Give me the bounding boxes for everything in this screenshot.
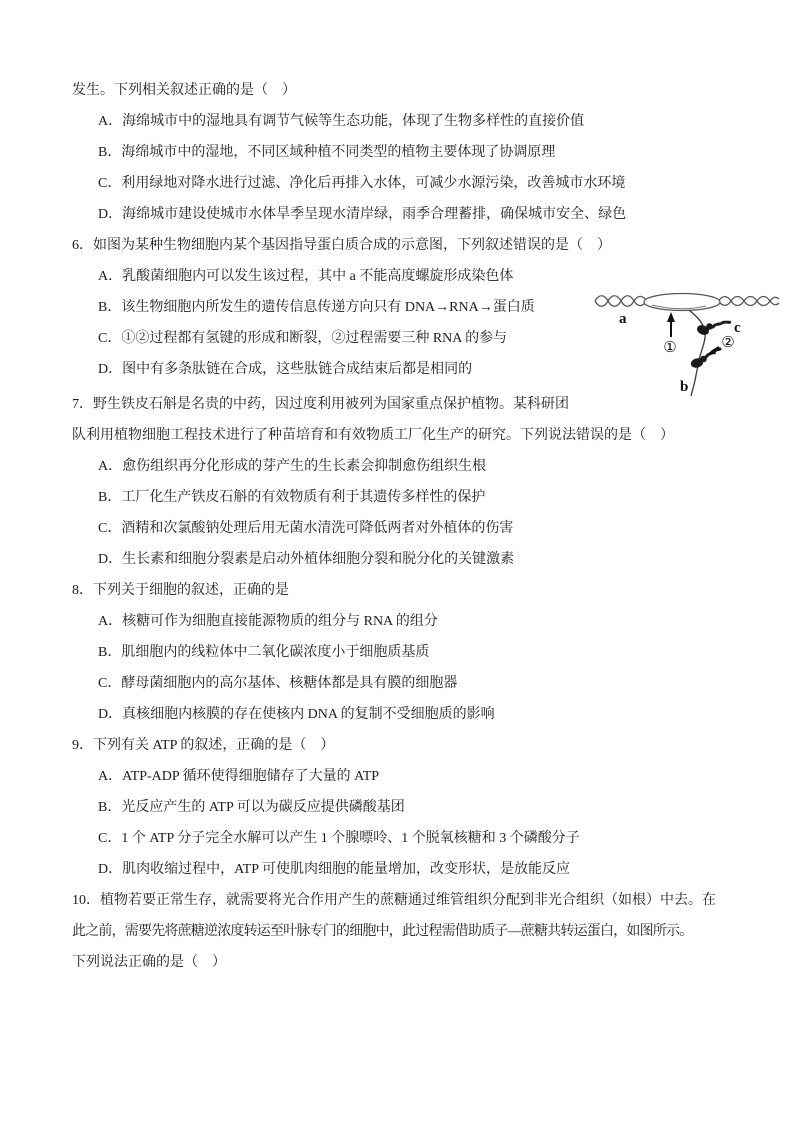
q10-stem-line-1: 10．植物若要正常生存，就需要将光合作用产生的蔗糖通过维管组织分配到非光合组织（如根）中去。在 bbox=[72, 893, 716, 908]
q6-option-c: C．①②过程都有氢键的形成和断裂，②过程需要三种 RNA 的参与 bbox=[98, 331, 508, 346]
q7-option-c: C．酒精和次氯酸钠处理后用无菌水清洗可降低两者对外植体的伤害 bbox=[98, 521, 514, 536]
transcription-arrow bbox=[667, 312, 675, 337]
q7-stem-line-2: 队利用植物细胞工程技术进行了种苗培育和有效物质工厂化生产的研究。下列说法错误的是（ ） bbox=[72, 428, 674, 443]
step-2-label: ② bbox=[721, 333, 735, 351]
step-1-label: ① bbox=[663, 338, 677, 356]
q8-option-d: D．真核细胞内核膜的存在使核内 DNA 的复制不受细胞质的影响 bbox=[98, 707, 495, 722]
q8-option-c: C．酵母菌细胞内的高尔基体、核糖体都是具有膜的细胞器 bbox=[98, 676, 458, 691]
q9-option-c: C．1 个 ATP 分子完全水解可以产生 1 个腺嘌呤、1 个脱氧核糖和 3 个磷酸分子 bbox=[98, 831, 580, 846]
q10-stem-line-2: 此之前，需要先将蔗糖逆浓度转运至叶脉专门的细胞中，此过程需借助质子—蔗糖共转运蛋白，如图所示。 bbox=[72, 924, 693, 939]
q5-option-d: D．海绵城市建设使城市水体旱季呈现水清岸绿，雨季合理蓄排，确保城市安全、绿色 bbox=[98, 207, 627, 222]
q6-option-a: A．乳酸菌细胞内可以发生该过程，其中 a 不能高度螺旋形成染色体 bbox=[98, 269, 514, 284]
q5-option-a: A．海绵城市中的湿地具有调节气候等生态功能，体现了生物多样性的直接价值 bbox=[98, 114, 585, 129]
q5-option-b: B．海绵城市中的湿地，不同区域种植不同类型的植物主要体现了协调原理 bbox=[98, 145, 556, 160]
ribosome-1 bbox=[695, 323, 712, 337]
q5-stem-continuation: 发生。下列相关叙述正确的是（ ） bbox=[72, 83, 296, 98]
q6-option-d: D．图中有多条肽链在合成，这些肽链合成结束后都是相同的 bbox=[98, 362, 473, 377]
q10-stem-line-3: 下列说法正确的是（ ） bbox=[72, 955, 226, 970]
q8-option-a: A．核糖可作为细胞直接能源物质的组分与 RNA 的组分 bbox=[98, 614, 438, 629]
q7-option-d: D．生长素和细胞分裂素是启动外植体细胞分裂和脱分化的关键激素 bbox=[98, 552, 515, 567]
dna-helix-left bbox=[595, 296, 646, 307]
q7-option-a: A．愈伤组织再分化形成的芽产生的生长素会抑制愈伤组织生根 bbox=[98, 459, 487, 474]
ribosome-2 bbox=[690, 356, 707, 369]
diagram-label-c: c bbox=[734, 320, 741, 336]
q6-stem: 6．如图为某种生物细胞内某个基因指导蛋白质合成的示意图，下列叙述错误的是（ ） bbox=[72, 238, 611, 253]
q9-stem: 9．下列有关 ATP 的叙述，正确的是（ ） bbox=[72, 738, 335, 753]
q7-stem-line-1: 7．野生铁皮石斛是名贵的中药，因过度利用被列为国家重点保护植物。某科研团 bbox=[72, 397, 569, 412]
transcription-bubble bbox=[644, 294, 720, 311]
q8-stem: 8．下列关于细胞的叙述，正确的是 bbox=[72, 583, 289, 598]
q7-option-b: B．工厂化生产铁皮石斛的有效物质有利于其遗传多样性的保护 bbox=[98, 490, 486, 505]
q9-option-b: B．光反应产生的 ATP 可以为碳反应提供磷酸基团 bbox=[98, 800, 405, 815]
q6-option-b: B．该生物细胞内所发生的遗传信息传递方向只有 DNA→RNA→蛋白质 bbox=[98, 300, 535, 315]
diagram-label-a: a bbox=[619, 311, 627, 327]
mrna-strand bbox=[689, 310, 705, 396]
q9-option-d: D．肌肉收缩过程中，ATP 可使肌肉细胞的能量增加，改变形状，是放能反应 bbox=[98, 862, 570, 877]
gene-expression-diagram bbox=[592, 283, 798, 403]
document-text-column bbox=[72, 75, 735, 978]
dna-helix-right bbox=[718, 297, 779, 306]
q8-option-b: B．肌细胞内的线粒体中二氧化碳浓度小于细胞质基质 bbox=[98, 645, 430, 660]
q5-option-c: C．利用绿地对降水进行过滤、净化后再排入水体，可减少水源污染，改善城市水环境 bbox=[98, 176, 626, 191]
q9-option-a: A．ATP-ADP 循环使得细胞储存了大量的 ATP bbox=[98, 769, 380, 784]
peptide-chain-1 bbox=[713, 322, 731, 327]
diagram-label-b: b bbox=[680, 379, 689, 395]
